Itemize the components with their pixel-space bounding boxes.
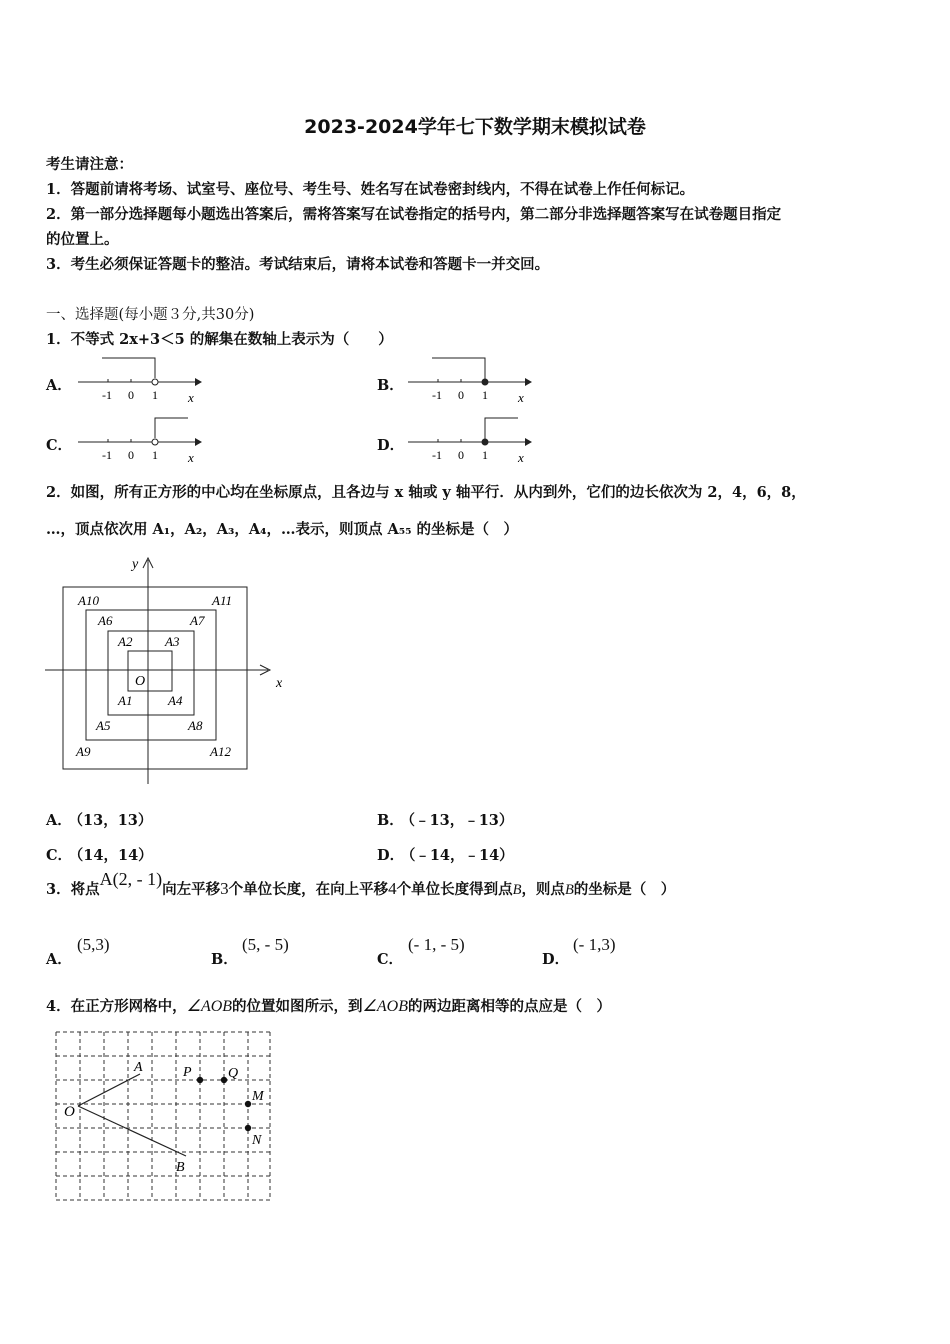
q1-option-a-label: A． [46, 377, 72, 394]
q2-option-c: C． （14，14） [46, 847, 153, 864]
q1-option-b-label: B． [377, 377, 404, 394]
q3-option-d-label: D． [542, 951, 570, 968]
vertex-label: A4 [168, 693, 183, 708]
tick-label: 0 [458, 448, 464, 462]
vertex-label: A5 [96, 718, 111, 733]
tick-label: 1 [152, 448, 158, 462]
tick-label: -1 [432, 388, 442, 402]
page-title: 2023-2024学年七下数学期末模拟试卷 [304, 116, 646, 138]
axis-label: x [188, 450, 194, 465]
vertex-label: A9 [76, 744, 91, 759]
origin-label: O [135, 674, 146, 689]
vertex-label: A10 [78, 593, 99, 608]
point-label: M [252, 1089, 264, 1104]
vertex-label: A11 [212, 593, 232, 608]
tick-label: 1 [482, 448, 488, 462]
q3-option-c-value: (- 1, - 5) [408, 935, 465, 954]
notice-item-3: 3．考生必须保证答题卡的整洁。考试结束后，请将本试卷和答题卡一并交回。 [46, 256, 550, 273]
q1-option-c-numberline [70, 412, 210, 468]
q2-text-line2: …，顶点依次用 A₁，A₂，A₃，A₄，…表示，则顶点 A₅₅ 的坐标是（ ） [46, 521, 518, 538]
vertex-label: A3 [165, 634, 180, 649]
tick-label: -1 [432, 448, 442, 462]
q1-option-d-numberline [400, 412, 540, 468]
q2-option-d: D． （﹣14，﹣14） [377, 847, 514, 864]
axis-label: x [188, 390, 194, 405]
q1-option-c-label: C． [46, 437, 73, 454]
q4-text: 4．在正方形网格中，∠AOB的位置如图所示，到∠AOB的两边距离相等的点应是（ ） [46, 998, 611, 1015]
q3-option-d-value: (- 1,3) [573, 935, 616, 954]
vertex-label: A1 [118, 693, 133, 708]
q3-option-c-label: C． [377, 951, 404, 968]
notice-item-2: 2．第一部分选择题每小题选出答案后，需将答案写在试卷指定的括号内，第二部分非选择题答案写在试卷题目指定 [46, 206, 782, 223]
tick-label: 1 [482, 388, 488, 402]
point-label: O [64, 1104, 75, 1120]
q1-option-b-numberline [400, 352, 540, 408]
notice-item-2-cont: 的位置上。 [46, 231, 119, 248]
vertex-label: A8 [188, 718, 203, 733]
vertex-label: A12 [210, 744, 231, 759]
q2-option-b: B． （﹣13，﹣13） [377, 812, 514, 829]
q3-text: 3．将点A(2, - 1)向左平移3个单位长度，在向上平移4个单位长度得到点B，则点B的坐标是（ ） [46, 869, 676, 898]
vertex-label: A7 [190, 613, 205, 628]
q1-text: 1．不等式 2x+3＜5 的解集在数轴上表示为（ ） [46, 331, 393, 348]
tick-label: 0 [128, 388, 134, 402]
tick-label: 0 [458, 388, 464, 402]
x-axis-label: x [276, 676, 283, 691]
vertex-label: A2 [118, 634, 133, 649]
q2-option-a: A． （13，13） [46, 812, 153, 829]
q2-text-line1: 2．如图，所有正方形的中心均在坐标原点，且各边与 x 轴或 y 轴平行．从内到外，它们的边长依次为 2，4，6，8， [46, 484, 806, 501]
vertex-label: A6 [98, 613, 113, 628]
y-axis-label: y [132, 557, 139, 572]
point-label: N [252, 1133, 262, 1148]
axis-label: x [518, 390, 524, 405]
q3-option-b-label: B． [211, 951, 238, 968]
q2-figure-squares [40, 552, 285, 787]
tick-label: -1 [102, 448, 112, 462]
point-label: P [183, 1065, 192, 1080]
q3-option-a-value: (5,3) [77, 935, 110, 954]
point-label: Q [228, 1066, 239, 1081]
q4-grid-figure [50, 1028, 275, 1206]
q3-option-b-value: (5, - 5) [242, 935, 289, 954]
section-heading: 一、选择题(每小题３分,共30分) [46, 307, 255, 323]
q1-option-d-label: D． [377, 437, 405, 454]
tick-label: 1 [152, 388, 158, 402]
q1-option-a-numberline [70, 352, 210, 408]
point-label: B [176, 1160, 185, 1175]
axis-label: x [518, 450, 524, 465]
notice-item-1: 1．答题前请将考场、试室号、座位号、考生号、姓名写在试卷密封线内，不得在试卷上作任何标记。 [46, 181, 695, 198]
notice-heading: 考生请注意： [46, 156, 133, 173]
tick-label: 0 [128, 448, 134, 462]
point-label: A [134, 1060, 143, 1075]
q3-option-a-label: A． [46, 951, 72, 968]
tick-label: -1 [102, 388, 112, 402]
